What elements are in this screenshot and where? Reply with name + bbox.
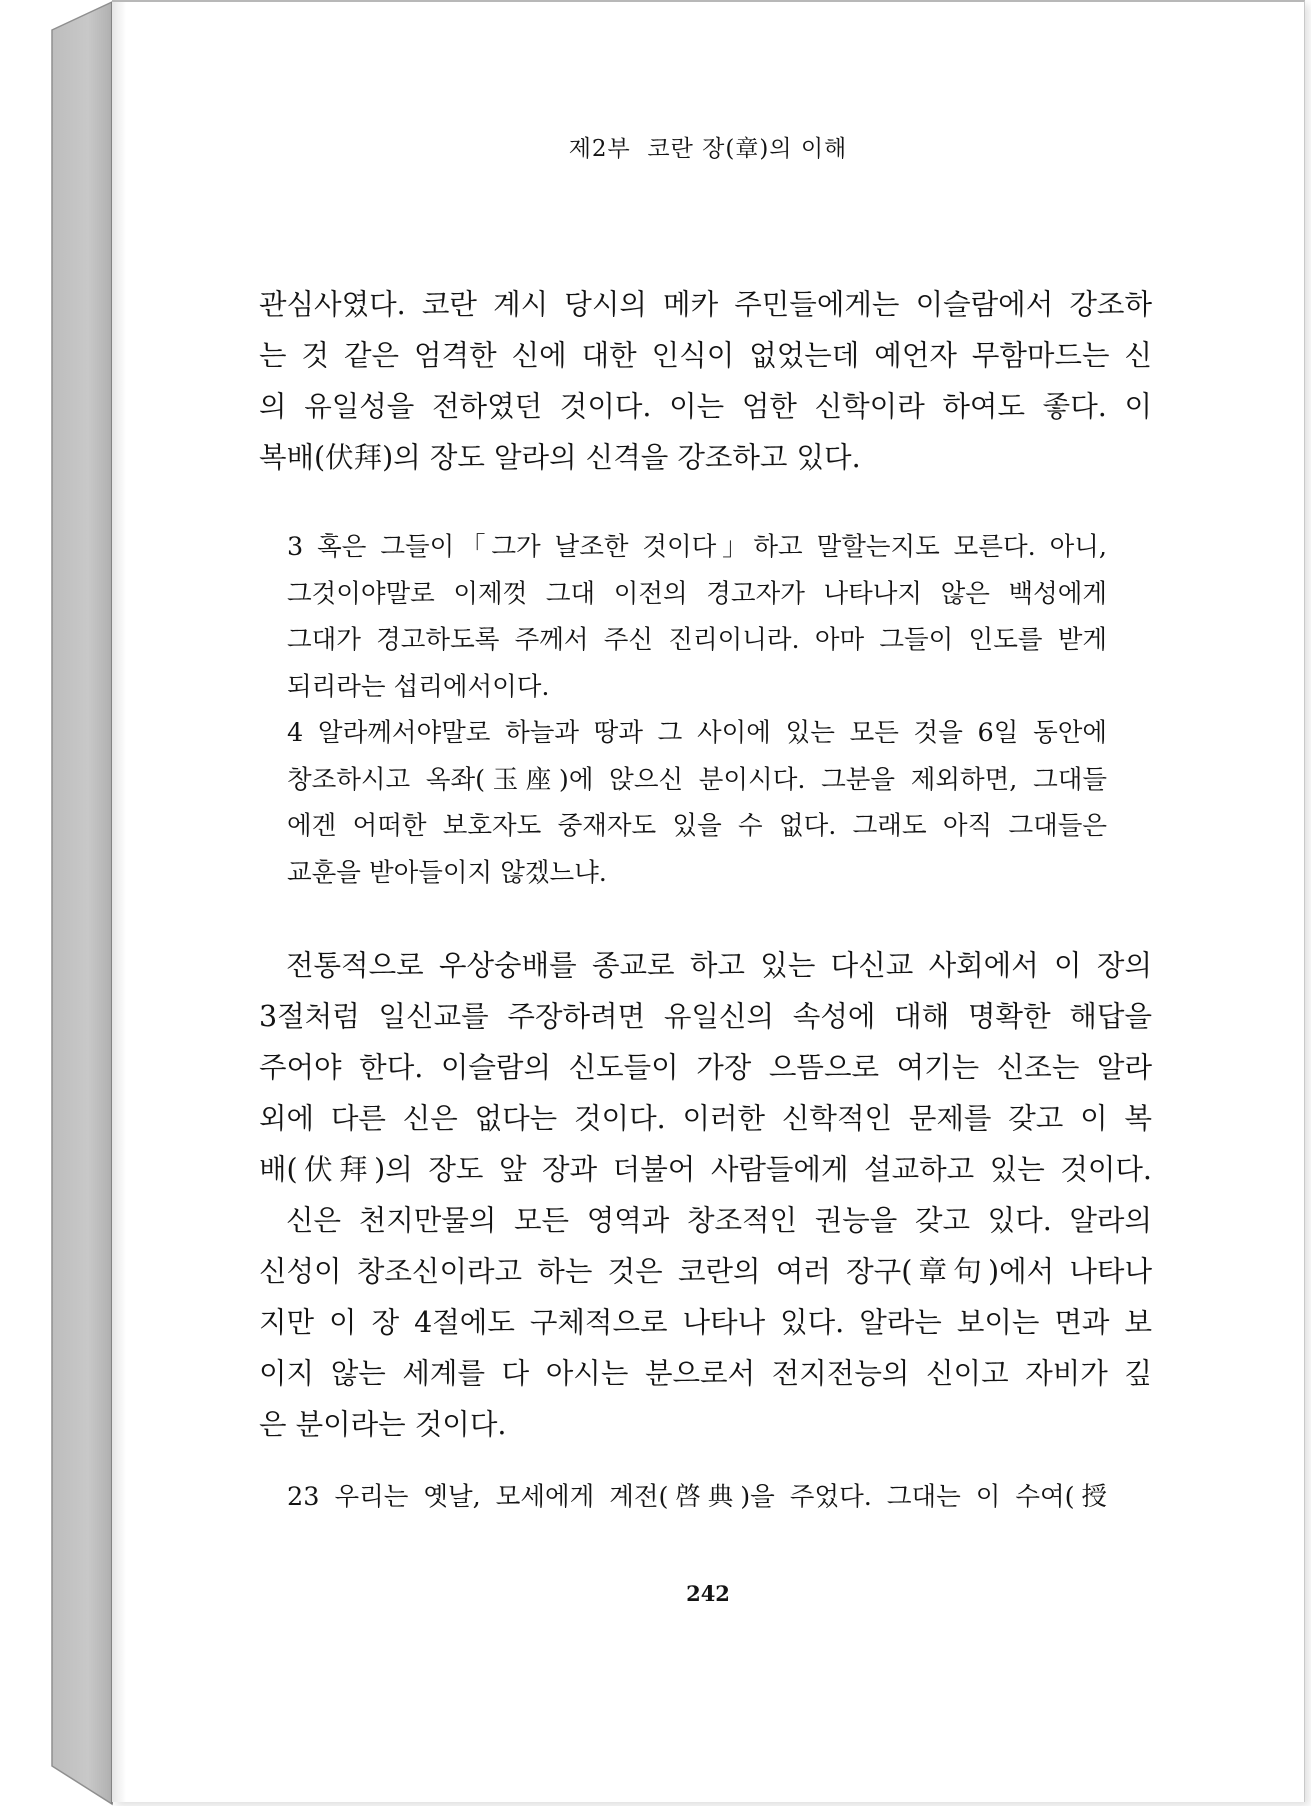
- text-line: 는 것 같은 엄격한 신에 대한 인식이 없었는데 예언자 무함마드는 신: [259, 339, 1152, 372]
- verse-line: 되리라는 섭리에서이다.: [287, 671, 550, 702]
- paragraph-gap: [259, 1450, 1152, 1474]
- verse-line: 에겐 어떠한 보호자도 중재자도 있을 수 없다. 그래도 아직 그대들은: [287, 811, 1107, 841]
- verse-line: 23 우리는 옛날, 모세에게 계전(啓典)을 주었다. 그대는 이 수여(授: [287, 1482, 1107, 1512]
- paragraph-gap: [259, 896, 1152, 940]
- verse-line: 그것이야말로 이제껏 그대 이전의 경고자가 나타나지 않은 백성에게: [287, 578, 1107, 609]
- verse-line: 3 혹은 그들이「그가 날조한 것이다」하고 말할는지도 모른다. 아니,: [287, 532, 1107, 562]
- text-line: 3절처럼 일신교를 주장하려면 유일신의 속성에 대해 명확한 해답을: [259, 1000, 1152, 1033]
- text-line: 이지 않는 세계를 다 아시는 분으로서 전지전능의 신이고 자비가 깊: [259, 1357, 1152, 1390]
- text-line: 의 유일성을 전하였던 것이다. 이는 엄한 신학이라 하여도 좋다. 이: [259, 390, 1152, 423]
- verse-line: 창조하시고 옥좌(玉座)에 앉으신 분이시다. 그분을 제외하면, 그대들: [287, 764, 1107, 795]
- text-line: 지만 이 장 4절에도 구체적으로 나타나 있다. 알라는 보이는 면과 보: [259, 1306, 1152, 1339]
- paragraph-intro: [259, 279, 1152, 483]
- paragraph-commentary: [259, 940, 1152, 1450]
- quote-verses-3-4: [287, 524, 1107, 896]
- quote-verse-23: [287, 1474, 1107, 1521]
- text-line: 신성이 창조신이라고 하는 것은 코란의 여러 장구(章句)에서 나타나: [259, 1255, 1152, 1288]
- running-header: 제2부 코란 장(章)의 이해: [568, 136, 848, 162]
- text-line: 복배(伏拜)의 장도 알라의 신격을 강조하고 있다.: [259, 441, 861, 474]
- page-sheet: [112, 0, 1305, 1802]
- page-body: [259, 279, 1152, 1521]
- text-line: 배(伏拜)의 장도 앞 장과 더불어 사람들에게 설교하고 있는 것이다.: [259, 1153, 1152, 1186]
- text-line: 전통적으로 우상숭배를 종교로 하고 있는 다신교 사회에서 이 장의: [286, 949, 1152, 982]
- book-spine: [0, 0, 120, 1806]
- paragraph-gap: [259, 483, 1152, 524]
- text-line: 주어야 한다. 이슬람의 신도들이 가장 으뜸으로 여기는 신조는 알라: [259, 1051, 1152, 1084]
- text-line: 외에 다른 신은 없다는 것이다. 이러한 신학적인 문제를 갖고 이 복: [259, 1102, 1152, 1135]
- text-line: 신은 천지만물의 모든 영역과 창조적인 권능을 갖고 있다. 알라의: [286, 1204, 1152, 1237]
- verse-line: 교훈을 받아들이지 않겠느냐.: [287, 857, 607, 888]
- text-line: 은 분이라는 것이다.: [259, 1408, 507, 1441]
- page-number: 242: [686, 1581, 730, 1606]
- verse-line: 4 알라께서야말로 하늘과 땅과 그 사이에 있는 모든 것을 6일 동안에: [287, 718, 1107, 748]
- verse-line: 그대가 경고하도록 주께서 주신 진리이니라. 아마 그들이 인도를 받게: [287, 625, 1107, 655]
- text-line: 관심사였다. 코란 계시 당시의 메카 주민들에게는 이슬람에서 강조하: [259, 288, 1152, 321]
